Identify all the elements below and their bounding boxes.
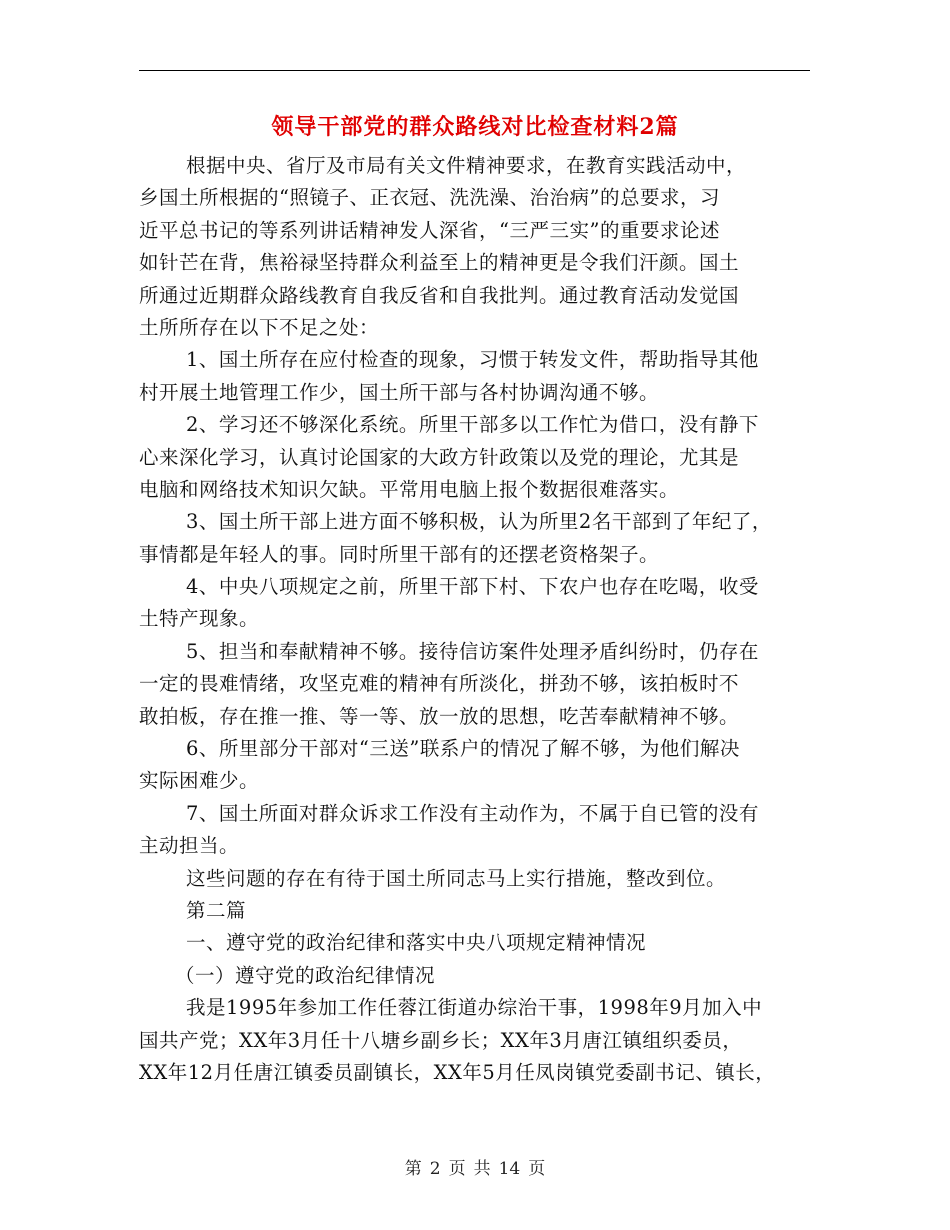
paragraph-line: 这些问题的存在有待于国土所同志马上实行措施，整改到位。 — [186, 866, 727, 890]
paragraph-line: 4、中央八项规定之前，所里干部下村、下农户也存在吃喝，收受 — [186, 575, 759, 599]
paragraph-line: 3、国土所干部上进方面不够积极，认为所里2名干部到了年纪了， — [186, 510, 772, 534]
paragraph-line: 所通过近期群众路线教育自我反省和自我批判。通过教育活动发觉国 — [139, 283, 740, 307]
paragraph-line: 村开展土地管理工作少，国土所干部与各村协调沟通不够。 — [139, 380, 660, 404]
paragraph-line: 我是1995年参加工作任蓉江街道办综治干事，1998年9月加入中 — [186, 996, 763, 1020]
paragraph-line: 国共产党；XX年3月任十八塘乡副乡长；XX年3月唐江镇组织委员， — [139, 1028, 743, 1052]
paragraph-line: 心来深化学习，认真讨论国家的大政方针政策以及党的理论，尤其是 — [139, 445, 740, 469]
document-body — [139, 150, 819, 1089]
header-rule — [139, 70, 810, 71]
paragraph-line: 事情都是年轻人的事。同时所里干部有的还摆老资格架子。 — [139, 542, 660, 566]
paragraph-line: 土特产现象。 — [139, 607, 260, 631]
section-heading: 第二篇 — [186, 898, 247, 922]
page-footer — [0, 1154, 950, 1179]
paragraph-line: 6、所里部分干部对“三送”联系户的情况了解不够，为他们解决 — [186, 737, 740, 761]
paragraph-line: 土所所存在以下不足之处： — [139, 315, 380, 339]
footer-page-prefix: 第 — [404, 1159, 422, 1179]
footer-page-word: 页 — [448, 1159, 466, 1179]
paragraph-line: 2、学习还不够深化系统。所里干部多以工作忙为借口，没有静下 — [186, 413, 759, 437]
paragraph-line: 近平总书记的等系列讲话精神发人深省，“三严三实”的重要求论述 — [139, 218, 720, 242]
paragraph-line: 一定的畏难情绪，攻坚克难的精神有所淡化，拼劲不够，该拍板时不 — [139, 672, 740, 696]
subsection-heading: （一）遵守党的政治纪律情况 — [175, 963, 436, 987]
paragraph-line: 乡国土所根据的“照镜子、正衣冠、洗洗澡、治治病”的总要求，习 — [139, 186, 720, 210]
paragraph-line: 根据中央、省厅及市局有关文件精神要求，在教育实践活动中， — [186, 154, 747, 177]
footer-total-word: 页 — [528, 1159, 546, 1179]
footer-total-pages: 14 — [498, 1159, 521, 1179]
section-heading: 一、遵守党的政治纪律和落实中央八项规定精神情况 — [186, 931, 647, 955]
paragraph-line: 实际困难少。 — [139, 769, 260, 793]
paragraph-line: 如针芒在背，焦裕禄坚持群众利益至上的精神更是令我们汗颜。国土 — [139, 251, 740, 275]
paragraph-line: 5、担当和奉献精神不够。接待信访案件处理矛盾纠纷时，仍存在 — [186, 639, 759, 663]
footer-page-number: 2 — [429, 1159, 441, 1179]
paragraph-line: XX年12月任唐江镇委员副镇长，XX年5月任凤岗镇党委副书记、镇长， — [139, 1060, 776, 1084]
paragraph-line: 敢拍板，存在推一推、等一等、放一放的思想，吃苦奉献精神不够。 — [139, 704, 740, 728]
paragraph-line: 7、国土所面对群众诉求工作没有主动作为，不属于自已管的没有 — [186, 801, 759, 825]
paragraph-line: 电脑和网络技术知识欠缺。平常用电脑上报个数据很难落实。 — [139, 477, 680, 501]
footer-total-prefix: 共 — [473, 1159, 491, 1179]
paragraph-line: 主动担当。 — [139, 834, 240, 858]
paragraph-line: 1、国土所存在应付检查的现象，习惯于转发文件，帮助指导其他 — [186, 348, 759, 372]
document-title: 领导干部党的群众路线对比检查材料2篇 — [271, 114, 679, 140]
